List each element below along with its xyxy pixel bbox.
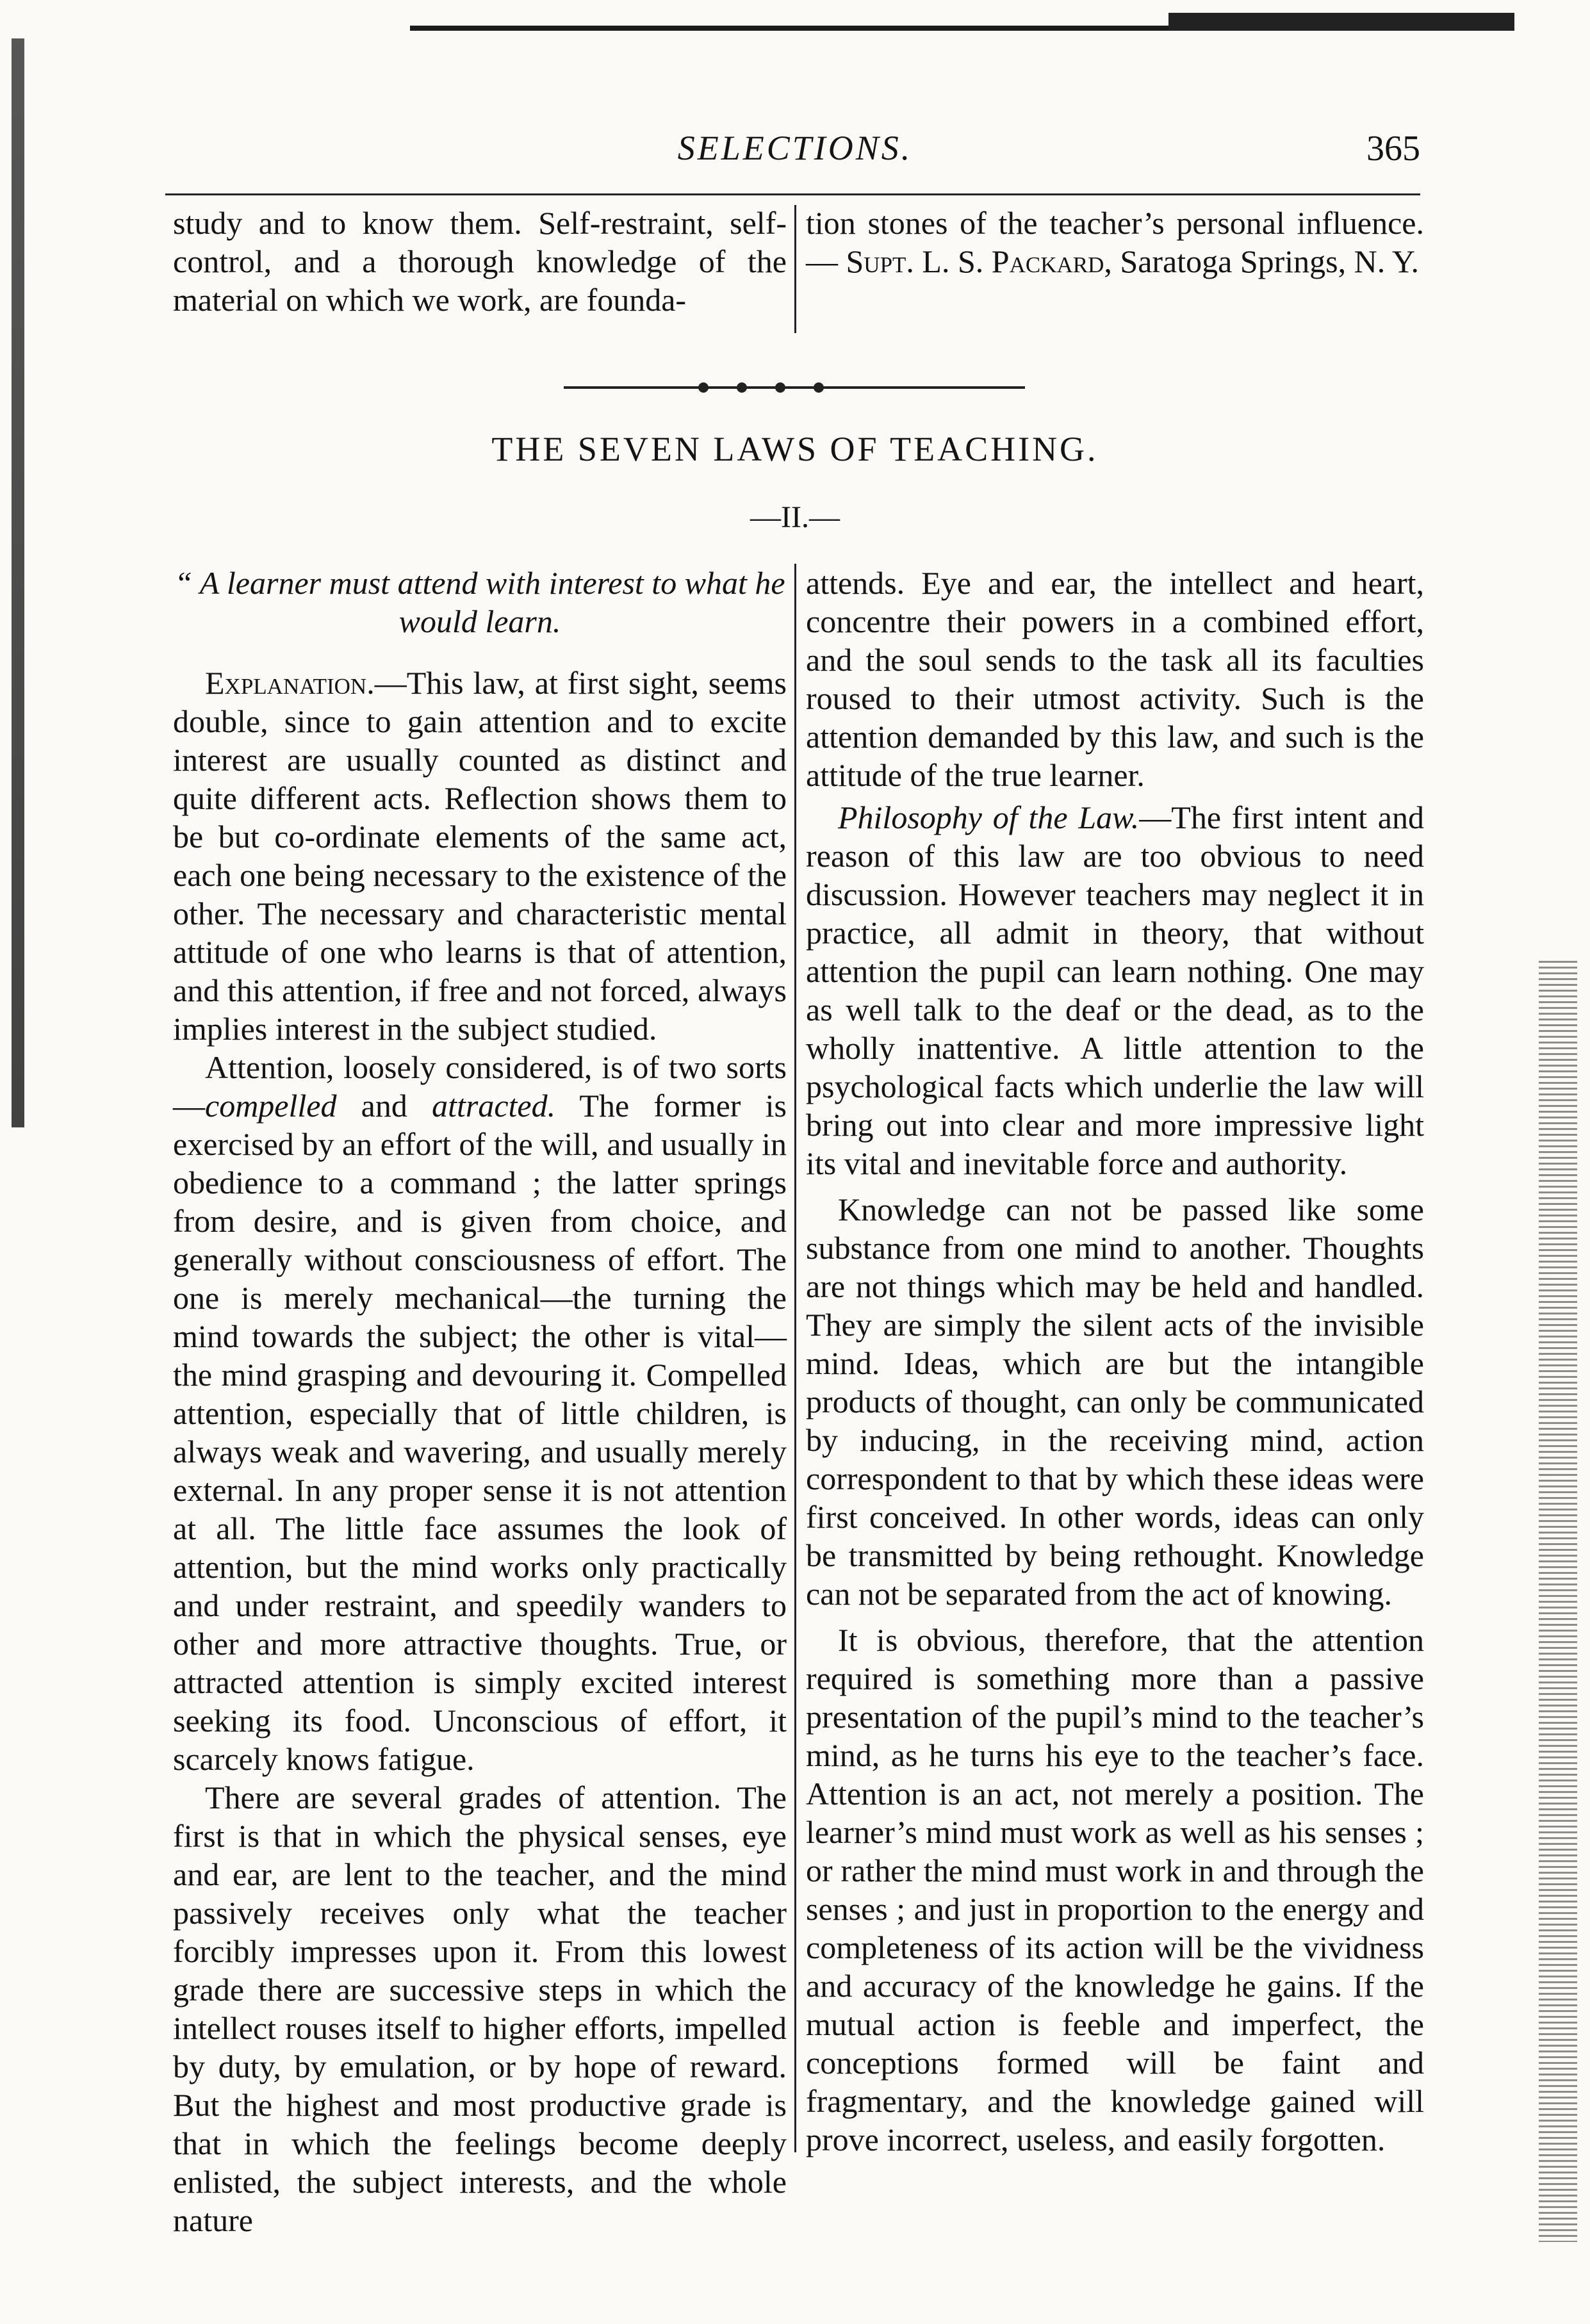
previous-article-right <box>806 204 1424 281</box>
page-number: 365 <box>1366 129 1420 168</box>
attends-paragraph: attends. Eye and ear, the intellect and heart, concentre their powers in a combined effort, and the soul sends to the task all its faculties roused to their utmost activity. Such is the attention demanded by this law, and such is the attitude of the true learner. <box>806 565 1424 793</box>
obvious-paragraph: It is obvious, therefore, that the attention required is something more than a passive presentation of the pupil’s mind to the teacher’s mind, as he turns his eye to the teacher’s face. Attention is an act, not merely a position. The learner’s mind must work as well as his senses ; or rather the mind must work in and through the senses ; and just in proportion to the energy and completeness of its action will be the vividness and accuracy of the knowledge he gains. If the mutual action is feeble and imperfect, the conceptions formed will be faint and fragmentary, and the knowledge gained will prove incorrect, useless, and easily forgotten. <box>806 1622 1424 2157</box>
explanation-label: Explanation. <box>205 665 375 701</box>
paragraph-text: The former is exercised by an effort of the will, and usually in obedience to a command ; the latter springs from desire, and is given from choice, and generally without consciousness of effort. The one is merely mechanical—the turning the mind towards the subject; the other is vital—the mind grasping and devouring it. Compelled attention, especially that of little children, is always weak and wavering, and usually merely external. In any proper sense it is not attention at all. The little face assumes the look of attention, but the mind works only practically and under restraint, and speedily wanders to other and more attractive thoughts. True, or attracted attention is simply excited interest seeking its food. Unconscious of effort, it scarcely knows fatigue. <box>173 1088 787 1777</box>
philosophy-label: Philosophy of the Law. <box>838 799 1140 835</box>
emphasis-compelled: compelled <box>205 1088 337 1124</box>
previous-article-left <box>173 204 787 319</box>
article-title: THE SEVEN LAWS OF TEACHING. <box>491 430 1099 468</box>
article-right-column <box>806 564 1424 2159</box>
emphasis-attracted: attracted. <box>432 1088 556 1124</box>
ornament-dot <box>775 382 785 393</box>
ornament-line <box>564 386 1025 389</box>
article-left-column <box>173 564 787 2239</box>
article-part-number: —II.— <box>750 500 840 534</box>
ornament-dot <box>737 382 747 393</box>
section-ornament <box>564 381 1025 394</box>
column-rule-top <box>794 205 796 333</box>
author-name: Packard <box>991 243 1104 279</box>
philosophy-paragraph <box>806 798 1424 1182</box>
attention-sorts-paragraph <box>173 1048 787 1778</box>
previous-article-right-text <box>806 204 1424 281</box>
previous-article-left-text: study and to know them. Self-restraint, self-control, and a thorough knowledge of the material on which we work, are founda- <box>173 205 787 318</box>
column-rule <box>794 564 796 2152</box>
grades-paragraph: There are several grades of attention. The first is that in which the physical senses, eye and ear, are lent to the teacher, and the mind passively receives only what the teacher forcibly impresses upon it. From this lowest grade there are successive steps in which the intellect rouses itself to higher efforts, impelled by duty, by emulation, or by hope of reward. But the highest and most productive grade is that in which the feelings become deeply enlisted, the subject interests, and the whole nature <box>173 1780 787 2238</box>
paragraph-text: Attention, loosely considered, is of two sorts— <box>173 1049 787 1124</box>
explanation-paragraph <box>173 664 787 1048</box>
knowledge-paragraph: Knowledge can not be passed like some substance from one mind to another. Thoughts are not things which may be held and handled. They are simply the silent acts of the invisible mind. Ideas, which are but the intangible products of thought, can only be communicated by inducing, in the receiving mind, action correspondent to that by which these ideas were first conceived. In other words, ideas can only be transmitted by being rethought. Knowledge can not be separated from the act of knowing. <box>806 1191 1424 1612</box>
running-head: SELECTIONS. <box>677 129 913 167</box>
top-rule-thick <box>1168 13 1514 31</box>
page-edge-noise-right <box>1539 961 1577 2242</box>
header-rule <box>165 193 1420 195</box>
paragraph-text: and <box>336 1088 432 1124</box>
author-prefix: Supt. L. S. <box>846 243 992 279</box>
author-place: , Saratoga Springs, N. Y. <box>1104 243 1420 279</box>
previous-article-body: tion stones of the teacher’s personal influence.— <box>806 205 1424 279</box>
page-edge-shadow-left <box>12 38 24 1127</box>
explanation-text: —This law, at first sight, seems double, since to gain attention and to excite interest are usually counted as distinct and quite different acts. Reflection shows them to be but co-ordinate elements of the same act, each one being necessary to the existence of the other. The necessary and characteristic mental attitude of one who learns is that of attention, and this attention, if free and not forced, always implies interest in the subject studied. <box>173 665 787 1047</box>
ornament-dot <box>698 382 709 393</box>
ornament-dot <box>814 382 824 393</box>
philosophy-text: —The first intent and reason of this law are too obvious to need discussion. However teachers may neglect it in practice, all admit in theory, that without attention the pupil can learn nothing. One may as well talk to the deaf or the dead, as to the wholly inattentive. A little attention to the psychological facts which underlie the law will bring out into clear and more impressive light its vital and inevitable force and authority. <box>806 799 1424 1181</box>
article-motto: “ A learner must attend with interest to what he would learn. <box>174 565 785 639</box>
